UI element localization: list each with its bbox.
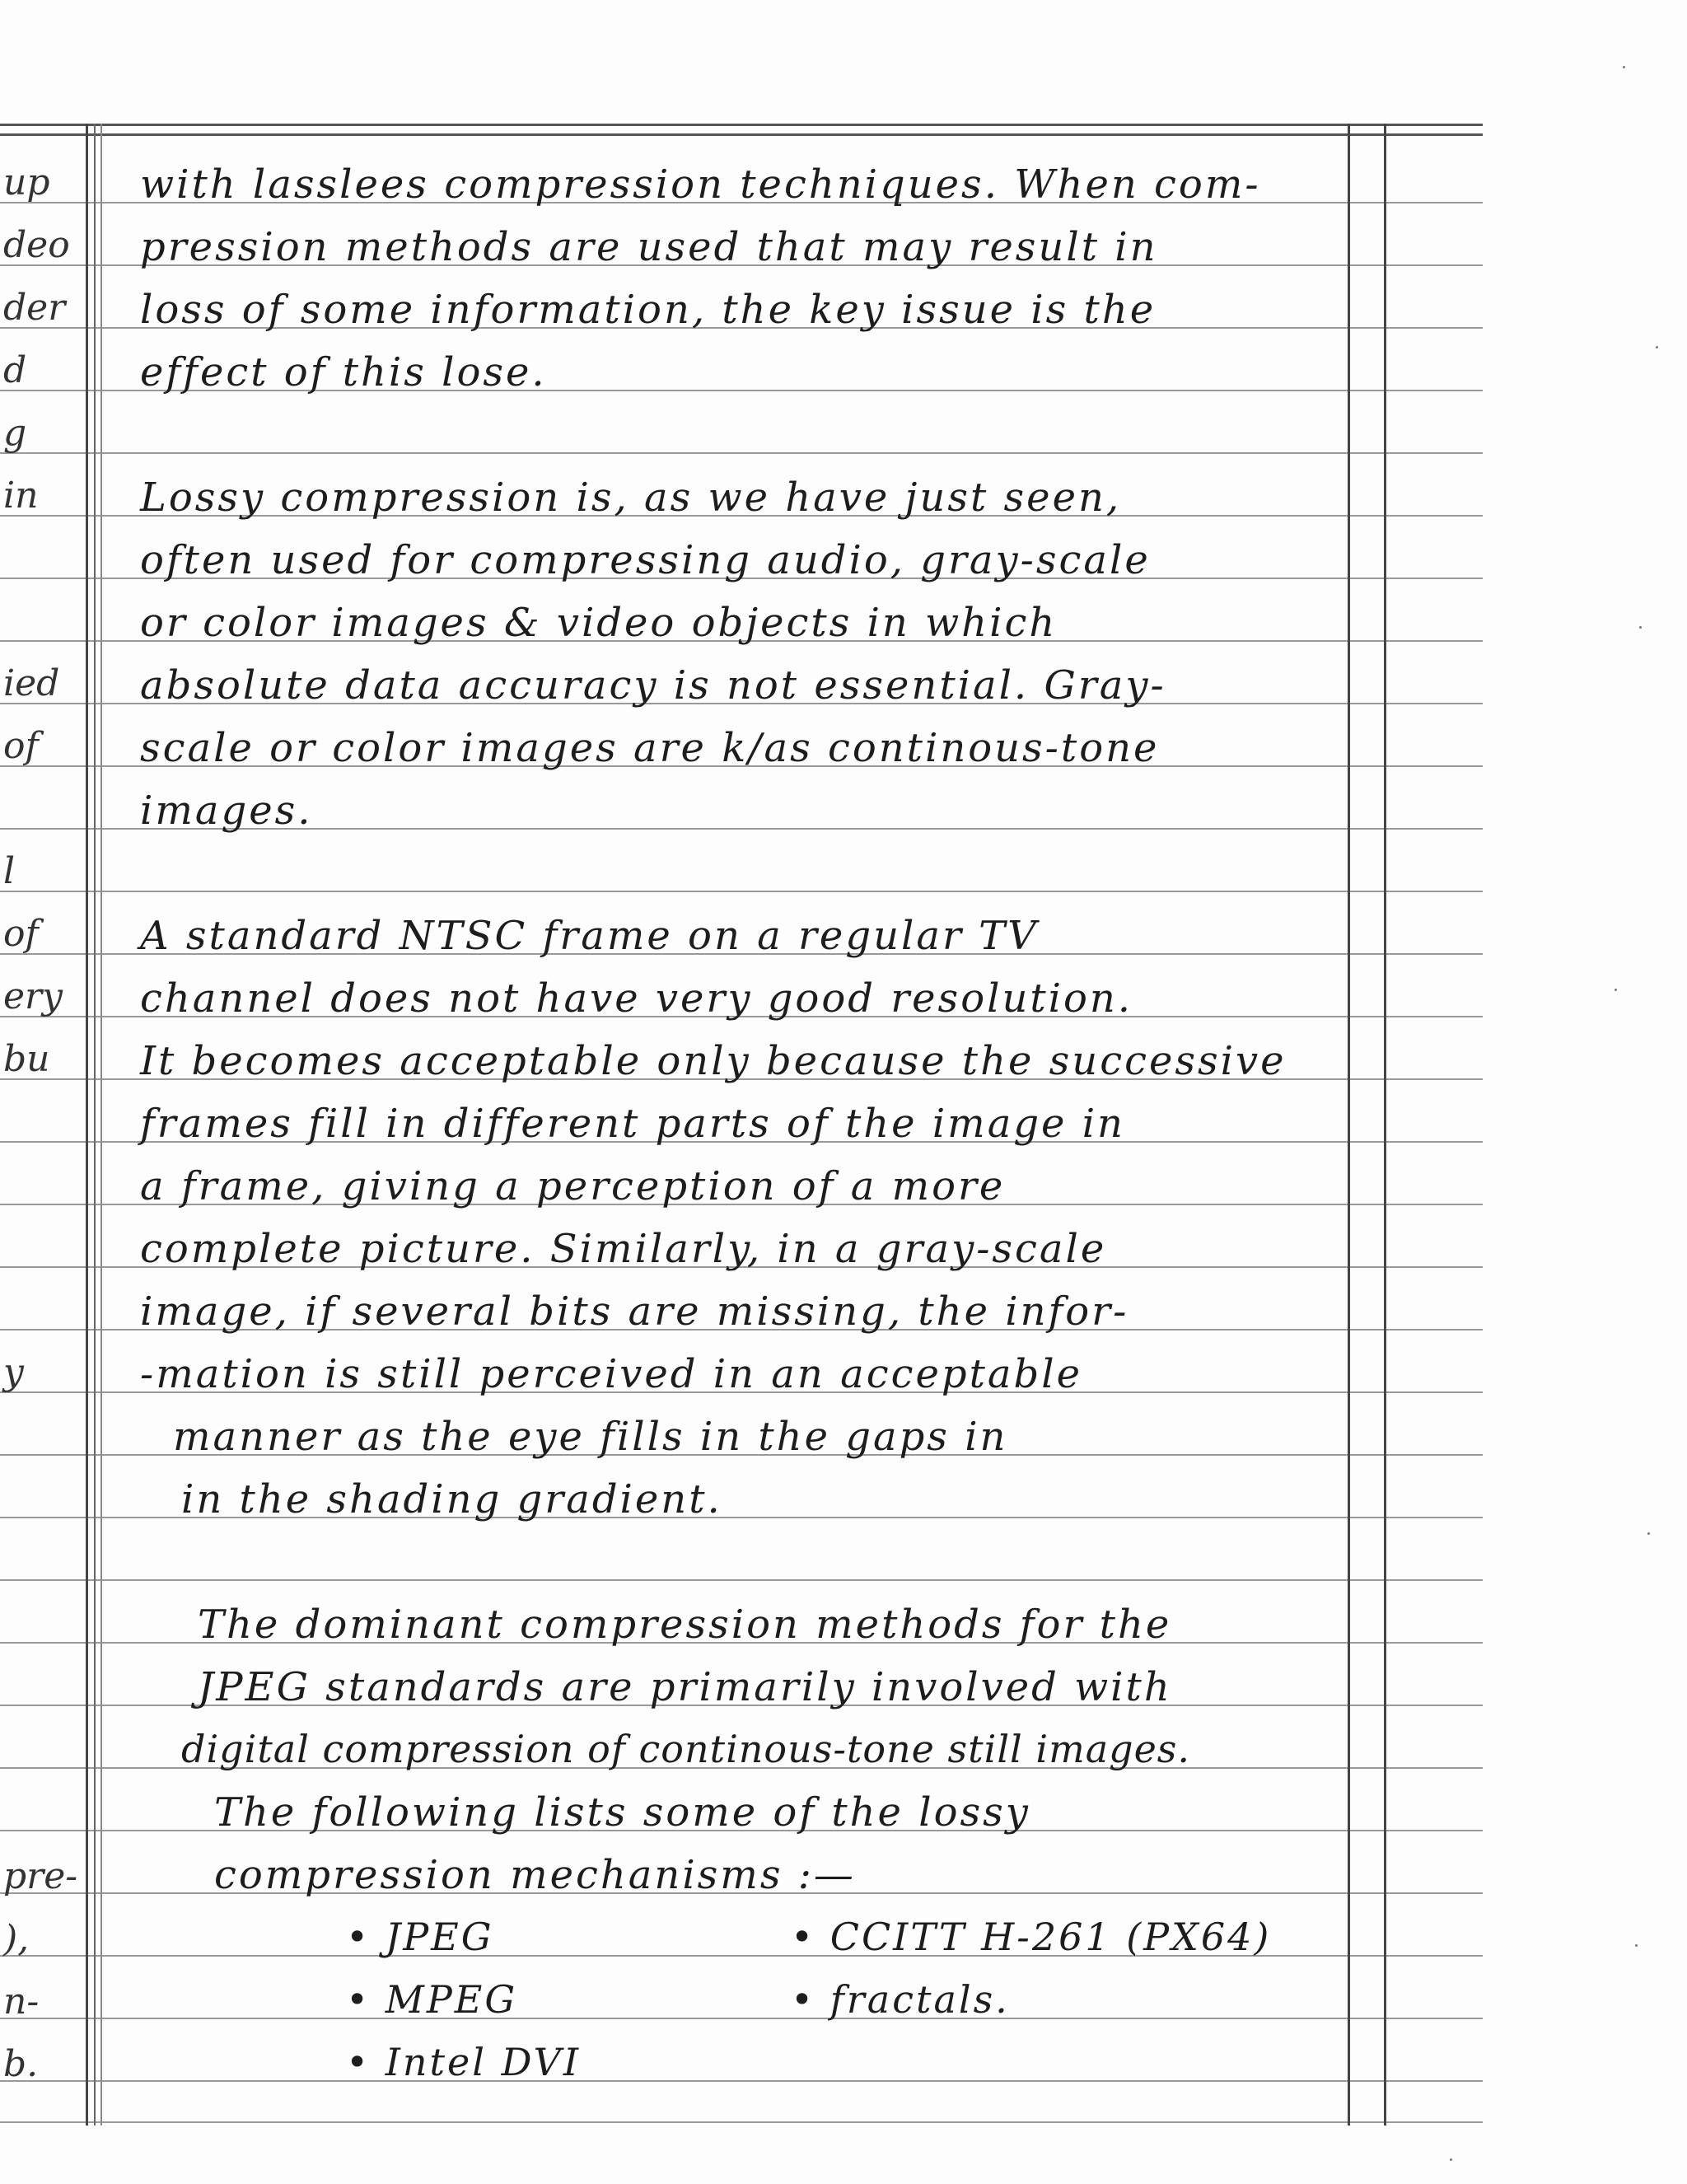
bottom-rule [0,2121,1483,2123]
margin-fragment: ied [3,662,60,704]
mechanism-item: • Intel DVI [346,2040,582,2084]
left-margin-line-double [94,124,96,2126]
right-margin-line [1348,124,1350,2126]
left-margin-line-triple [100,124,102,2126]
top-rule [0,124,1483,126]
scan-speck [1615,989,1617,991]
handwritten-line: compression mechanisms :— [214,1852,856,1898]
handwritten-line: a frame, giving a perception of a more [140,1163,1006,1209]
handwritten-line: absolute data accuracy is not essential. Gray- [140,662,1166,709]
handwritten-line: digital compression of continous-tone still images. [181,1727,1191,1771]
margin-fragment: bu [3,1038,50,1080]
handwritten-line: complete picture. Similarly, in a gray-scale [140,1226,1107,1272]
mechanism-item: • fractals. [791,1977,1010,2022]
mechanism-item: • CCITT H-261 (PX64) [791,1915,1272,1959]
margin-fragment: b. [3,2043,39,2085]
margin-fragment: up [3,161,50,203]
margin-fragment: deo [3,224,70,266]
margin-fragment: in [3,475,39,517]
handwritten-line: channel does not have very good resolution. [140,975,1133,1022]
margin-fragment: ), [3,1918,30,1960]
scan-speck [1639,626,1642,629]
handwritten-line: manner as the eye fills in the gaps in [173,1414,1008,1460]
handwritten-line: The dominant compression methods for the [198,1602,1172,1648]
margin-fragment: ery [3,975,63,1017]
margin-fragment: of [3,725,39,767]
margin-fragment: n- [3,1981,40,2023]
scan-speck [1656,346,1658,348]
handwritten-line: frames fill in different parts of the image in [140,1101,1125,1147]
margin-fragment: l [3,850,16,892]
scan-speck [1635,1944,1638,1947]
handwritten-line: often used for compressing audio, gray-scale [140,537,1151,583]
handwritten-line: image, if several bits are missing, the infor- [140,1288,1129,1335]
left-margin-line [86,124,88,2126]
handwritten-line: images. [140,788,313,834]
margin-fragment: der [3,287,66,329]
handwritten-line: pression methods are used that may result in [140,224,1158,270]
handwritten-line: -mation is still perceived in an acceptable [140,1351,1082,1397]
scan-speck [1623,66,1625,68]
handwritten-line: The following lists some of the lossy [214,1789,1030,1836]
handwritten-line: in the shading gradient. [181,1476,722,1522]
ruled-line [0,2018,1483,2019]
mechanism-item: • MPEG [346,1977,518,2022]
margin-fragment: pre- [3,1855,78,1897]
handwritten-line: or color images & video objects in which [140,600,1058,646]
handwritten-line: effect of this lose. [140,349,547,395]
handwritten-line: scale or color images are k/as continous-tone [140,725,1160,771]
handwritten-line: with lasslees compression techniques. When com- [140,161,1261,208]
margin-fragment: d [3,349,27,391]
handwritten-line: Lossy compression is, as we have just seen, [140,475,1122,521]
margin-fragment: g [3,412,27,454]
ruled-line [0,1579,1483,1581]
handwritten-line: A standard NTSC frame on a regular TV [140,913,1039,959]
scan-speck [1450,2158,1452,2161]
handwritten-line: loss of some information, the key issue is the [140,287,1157,333]
ruled-line [0,2080,1483,2082]
handwritten-line: JPEG standards are primarily involved with [198,1664,1172,1710]
ruled-line [0,452,1483,454]
margin-fragment: y [3,1351,24,1393]
ruled-line [0,891,1483,892]
right-margin-line-outer [1384,124,1386,2126]
handwritten-line: It becomes acceptable only because the successive [140,1038,1287,1084]
margin-fragment: of [3,913,39,955]
mechanism-item: • JPEG [346,1915,494,1959]
scan-speck [1647,1532,1650,1535]
top-rule-double [0,133,1483,136]
